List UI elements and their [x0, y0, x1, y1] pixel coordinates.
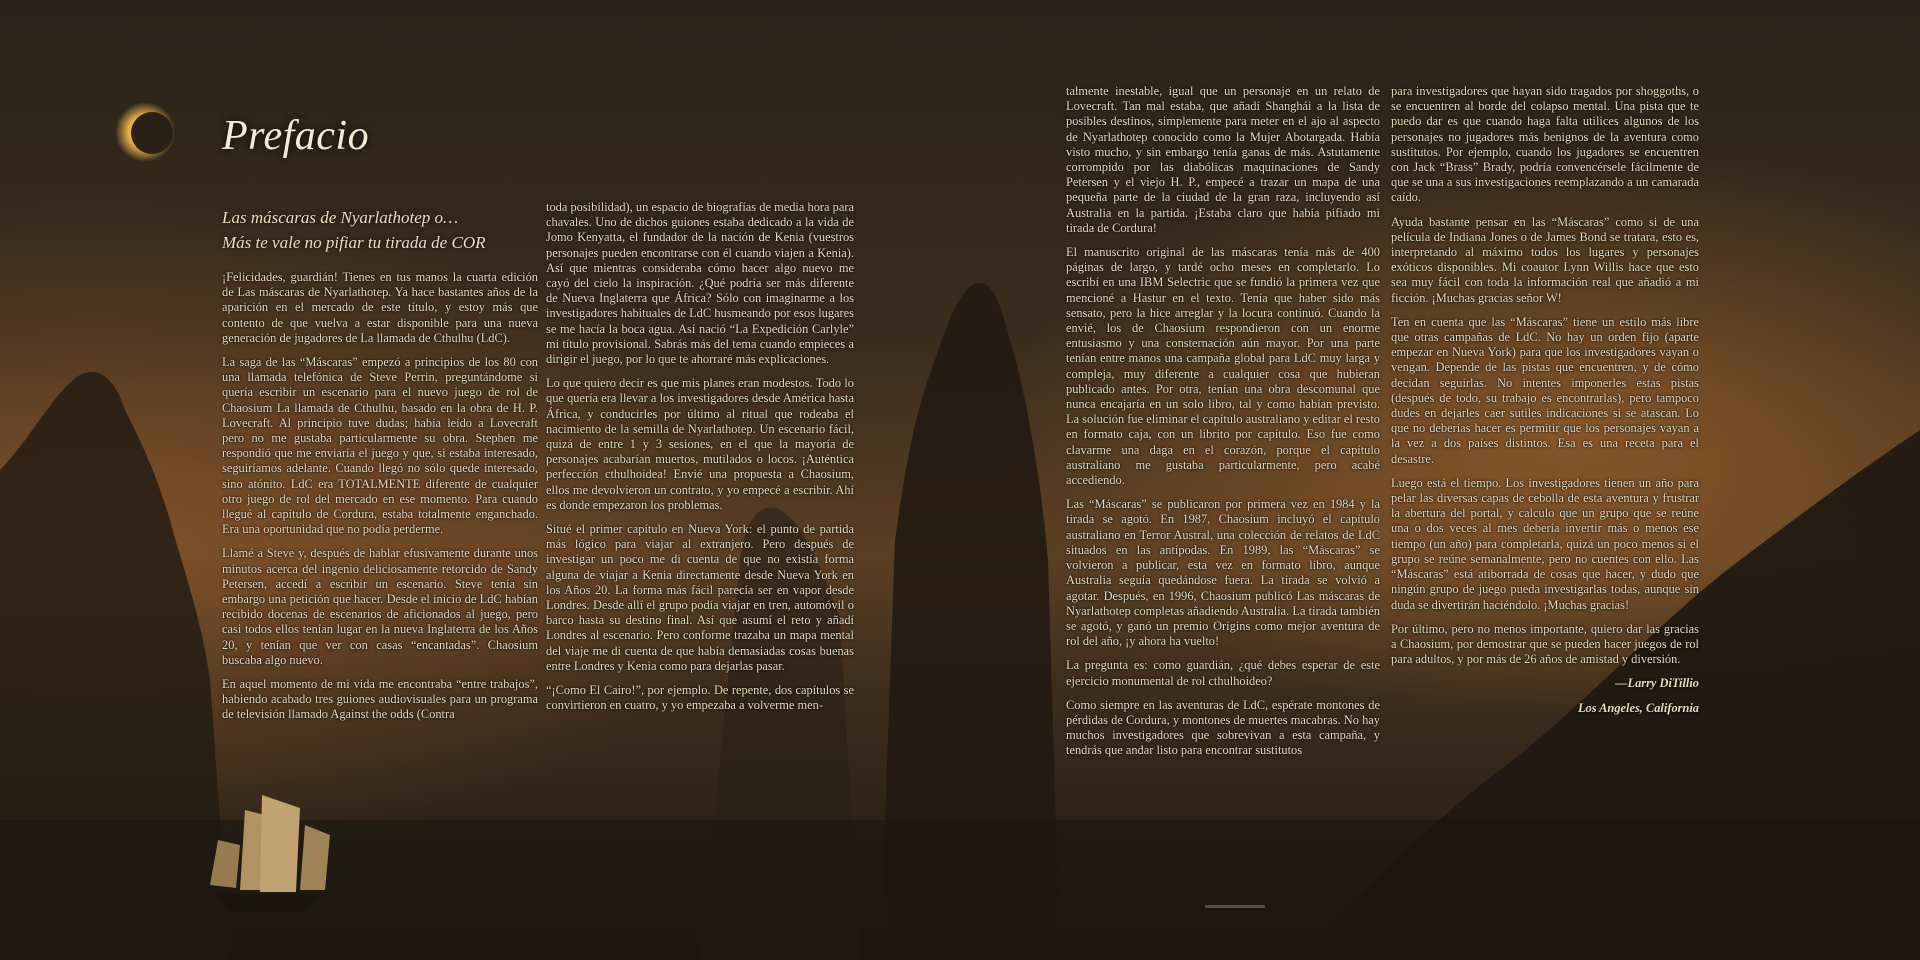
paragraph: Por último, pero no menos importante, quiero dar las gracias a Chaosium, por demostrar que se pueden hacer juegos de rol para adultos, y por más de 26 años de amistad y diversión.: [1391, 621, 1699, 667]
paragraph: ¡Felicidades, guardián! Tienes en tus manos la cuarta edición de Las máscaras de Nyarlathotep. Ya hace bastantes años de la aparición en el mercado de este título, y estoy más que contento de que vuelva a estar disponible para una nueva generación de jugadores de La llamada de Cthulhu (LdC).: [222, 270, 538, 345]
paragraph: Ten en cuenta que las “Máscaras” tiene un estilo más libre que otras campañas de LdC. No hay un orden fijo (aparte empezar en Nueva York) para que los investigadores vayan o vengan. Depende de las pistas que encuentren, y de cómo decidan seguirlas. No intentes imponerles estas pistas (después de todo, su trabajo es encontrarlas), pero tampoco dudes en dejarles caer sutiles indicaciones si se atascan. Lo que no deberías hacer es permitir que los personajes vayan a la vez a dos países distintos. Esa es una receta para el desastre.: [1391, 314, 1699, 466]
paragraph: Llamé a Steve y, después de hablar efusivamente durante unos minutos acerca del ingenio deliciosamente retorcido de Sandy Petersen, accedí a escribir un escenario. Steve tenía sin embargo una petición que hacer. Desde el inicio de LdC habían recibido docenas de escenarios de aficionados al juego, pero casi todos ellos tenían lugar en la nueva Inglaterra de los Años 20, y tenían que ver con casas “encantadas”. Chaosium buscaba algo nuevo.: [222, 546, 538, 667]
paragraph: Como siempre en las aventuras de LdC, espérate montones de pérdidas de Cordura, y montones de muertes macabras. No hay muchos investigadores que sobrevivan a esta campaña, y tendrás que andar listo para encontrar sustitutos: [1066, 697, 1380, 758]
text-column-3: [1066, 84, 1380, 768]
subtitle-line-2: Más te vale no pifiar tu tirada de COR: [222, 233, 486, 252]
paragraph: Luego está el tiempo. Los investigadores tienen un año para pelar las diversas capas de cebolla de esta aventura y frustrar la abertura del portal, y calculo que un grupo que se reúne una o dos veces al mes debería invertir más o menos ese tiempo (un año) para completarla, quizá un poco menos si el grupo se reúne semanalmente, pero no cuentes con ello. Las “Máscaras” está atiborrada de cosas que hacer, y dudo que ningún grupo de juego pueda investigarlas todas, aunque sin duda se divertirán haciéndolo. ¡Muchas gracias!: [1391, 475, 1699, 612]
paragraph: Ayuda bastante pensar en las “Máscaras” como si de una película de Indiana Jones o de James Bond se tratara, esto es, interpretando al máximo todos los lugares y personajes exóticos disponibles. Mi coautor Lynn Willis hace que esto sea muy fácil con toda la información real que añadió a mi ficción. ¡Muchas gracias señor W!: [1391, 214, 1699, 305]
paragraph: Situé el primer capítulo en Nueva York: el punto de partida más lógico para viajar al extranjero. Pero después de investigar un poco me di cuenta de que no existía forma alguna de viajar a Kenia directamente desde Nueva York en los Años 20. La forma más fácil parecía ser en vapor desde Londres. Desde allí el grupo podía viajar en tren, automóvil o barco hasta su destino final. Así que asumí el reto y añadí Londres al escenario. Pero conforme trazaba un mapa mental del viaje me di cuenta de que había demasiadas cosas buenas entre Londres y Kenia como para dejarlas pasar.: [546, 522, 854, 673]
signature-name: —Larry DiTillio: [1615, 676, 1699, 691]
text-column-1: [222, 270, 538, 732]
signature-place: Los Angeles, California: [1577, 700, 1699, 715]
paragraph: Lo que quiero decir es que mis planes eran modestos. Todo lo que quería era llevar a los investigadores desde América hasta África, y conducirles por último al ritual que rodeaba el nacimiento de la semilla de Nyarlathotep. Un escenario fácil, quizá de entre 1 y 3 sesiones, en el que la mayoría de personajes acabarían muertos, mutilados o locos. ¡Auténtica perfección cthulhoidea! Envié una propuesta a Chaosium, ellos me devolvieron un contrato, y yo empecé a escribir. Ahí es donde empezaron los problemas.: [546, 376, 854, 512]
subtitle-line-1: Las máscaras de Nyarlathotep o…: [222, 208, 459, 227]
text-column-2: [546, 200, 854, 723]
paragraph: talmente inestable, igual que un personaje en un relato de Lovecraft. Tan mal estaba, que añadí Shanghái a la lista de posibles destinos, simplemente para meter en el ajo al aspecto de Nyarlathotep conocido como la Mujer Abotargada. Había visto mucho, y sin embargo tenía ganas de más. Astutamente corrompido por las diabólicas maquinaciones de Sandy Petersen y el viejo H. P., empecé a trazar un mapa de una pequeña parte de la ciudad de la gran raza, incluyendo así Australia en la partida. ¡Estaba claro que había pifiado mi tirada de Cordura!: [1066, 84, 1380, 235]
subtitle: [222, 205, 552, 255]
paragraph: para investigadores que hayan sido tragados por shoggoths, o se encuentren al borde del colapso mental. Una pista que te puedo dar es que cuando haga falta utilices algunos de los personajes no jugadores más benignos de la aventura como sustitutos. Por ejemplo, cuando los jugadores se encuentren con Jack “Brass” Brady, podría convencérsele fácilmente de que se una a sus investigaciones reemplazando a un camarada caído.: [1391, 84, 1699, 205]
right-page: [960, 0, 1920, 960]
paragraph: El manuscrito original de las máscaras tenía más de 400 páginas de largo, y tardé ocho meses en completarlo. Lo escribí en una IBM Selectric que se fundió la primera vez que mencioné a Hastur en el texto. Tenía que haber sido más sensato, pero la hice arreglar y la locura continuó. Cuando la envié, los de Chaosium respondieron con un enorme entusiasmo y una consternación aún mayor. Por una parte tenían entre manos una campaña global para LdC muy larga y compleja, muy diferente a cualquier cosa que hubieran publicado antes. Por otra, tenían una obra descomunal que nunca encajaría en un solo libro, tal y como habían previsto. La solución fue eliminar el capítulo australiano y editar el resto en formato caja, con un librito por capítulo. Eso fue como clavarme una daga en el corazón, porque el capítulo australiano me gustaba particularmente, pero acabé accediendo.: [1066, 245, 1380, 488]
paragraph: La pregunta es: como guardián, ¿qué debes esperar de este ejercicio monumental de rol cthulhoideo?: [1066, 658, 1380, 688]
paragraph: Las “Máscaras” se publicaron por primera vez en 1984 y la tirada se agotó. En 1987, Chaosium incluyó el capítulo australiano en Terror Austral, una colección de relatos de LdC situados en las antípodas. En 1989, las “Máscaras” se volvieron a publicar, esta vez en formato libro, aunque Australia seguía quedándose fuera. La tirada se volvió a agotar. Después, en 1996, Chaosium publicó Las máscaras de Nyarlathotep completas añadiendo Australia. La tirada también se agotó, y ganó un premio Origins como mejor aventura de rol del año, ¡y ahora ha vuelto!: [1066, 497, 1380, 649]
paragraph: La saga de las “Máscaras” empezó a principios de los 80 con una llamada telefónica de Steve Perrin, preguntándome si quería escribir un escenario para el nuevo juego de rol de Chaosium La llamada de Cthulhu, basado en la obra de H. P. Lovecraft. Al principio tuve dudas; había leído a Lovecraft pero no me gustaba particularmente su obra. Stephen me respondió que me enviaría el juego y que, si estaba interesado, seguiríamos adelante. Cuando llegó no sólo quede interesado, sino atónito. LdC era TOTALMENTE diferente de cualquier otro juego de rol del mercado en ese momento. Para cuando llegué al capítulo de Cordura, estaba totalmente enganchado. Era una oportunidad que no podía perderme.: [222, 355, 538, 537]
paragraph: En aquel momento de mi vida me encontraba “entre trabajos”, habiendo acabado tres guiones audiovisuales para un programa de televisión llamado Against the odds (Contra: [222, 677, 538, 722]
paragraph: toda posibilidad), un espacio de biografías de media hora para chavales. Uno de dichos guiones estaba dedicado a la vida de Jomo Kenyatta, el fundador de la nación de Kenia (vuestros personajes pueden encontrarse con él cuando viajen a Kenia). Así que mientras consideraba cómo hacer algo nuevo me cayó del cielo la inspiración. ¿Qué podría ser más diferente de Nueva Inglaterra que África? Sólo con imaginarme a los investigadores habituales de LdC husmeando por esos lugares se me hacía la boca agua. Así nació “La Expedición Carlyle” mi título provisional. Sabrás más del tema cuando empieces a dirigir el juego, por lo que te ahorraré más explicaciones.: [546, 200, 854, 367]
paragraph: “¡Como El Cairo!”, por ejemplo. De repente, dos capítulos se convirtieron en cuatro, y yo empezaba a volverme men-: [546, 683, 854, 713]
text-column-4: [1391, 84, 1699, 725]
page-title: Prefacio: [222, 113, 370, 159]
